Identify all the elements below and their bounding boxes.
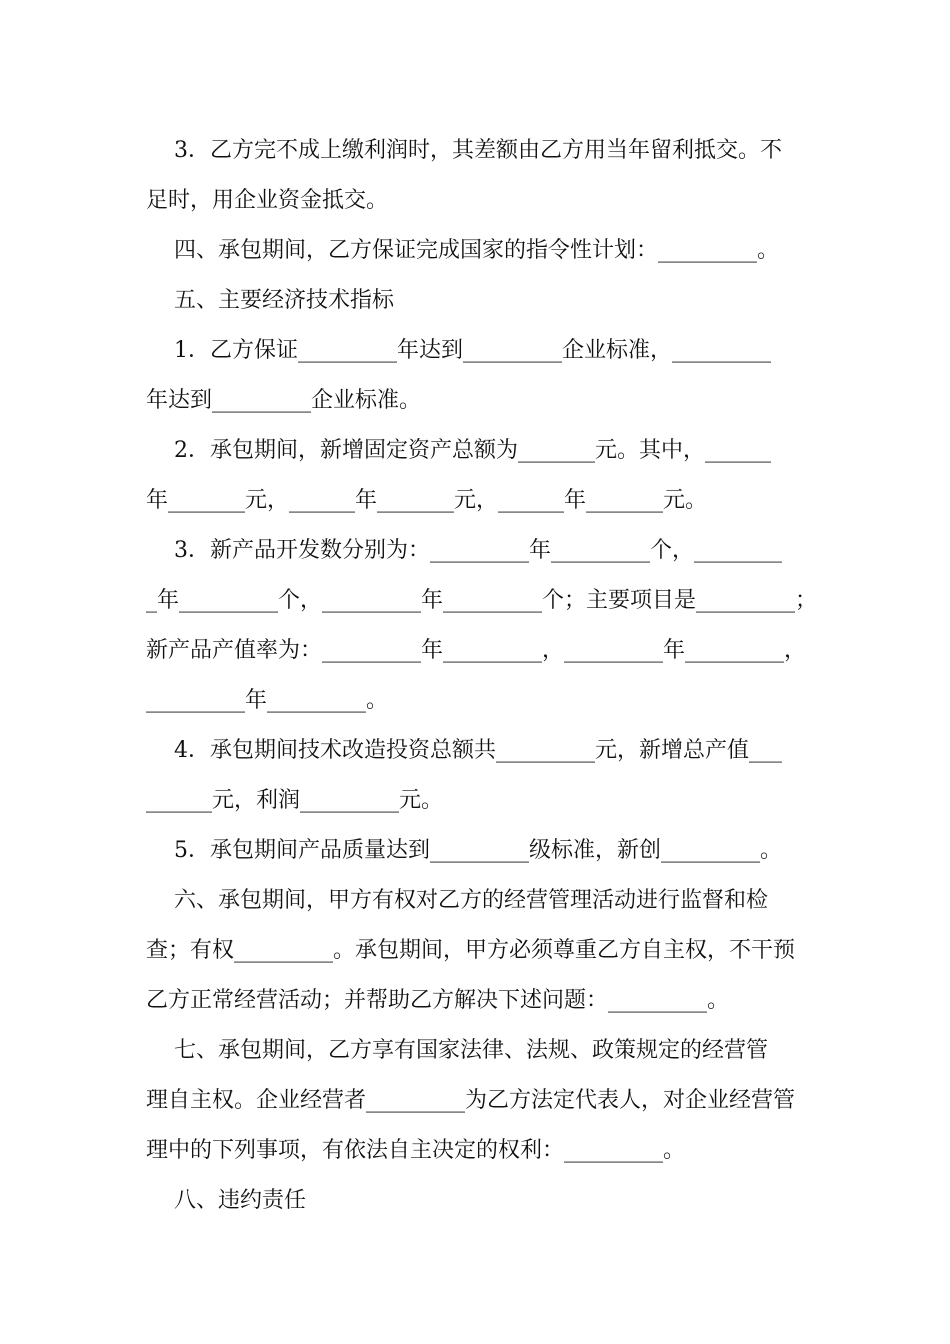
contract-body: [146, 126, 818, 1226]
text-line-8: 年_______元，______年_______元，______年_______元。: [146, 488, 708, 513]
text-line-20: 理自主权。企业经营者_________为乙方法定代表人，对企业经营管: [146, 1088, 796, 1113]
text-line-21: 理中的下列事项，有依法自主决定的权利：_________。: [146, 1138, 686, 1163]
text-line-3: 四、承包期间，乙方保证完成国家的指令性计划：_________。: [146, 238, 779, 263]
text-line-19: 七、承包期间，乙方享有国家法律、法规、政策规定的经营管: [146, 1038, 768, 1063]
text-line-2: 足时，用企业资金抵交。: [146, 188, 389, 213]
text-line-11: 新产品产值率为：_________年_________，_________年_________，: [146, 638, 807, 663]
text-line-18: 乙方正常经营活动；并帮助乙方解决下述问题：_________。: [146, 988, 730, 1013]
text-line-17: 查；有权_________。承包期间，甲方必须尊重乙方自主权，不干预: [146, 938, 796, 963]
section-heading-5: 五、主要经济技术指标: [146, 288, 394, 313]
text-line-10: _年_________个，_________年_________个；主要项目是_________；: [146, 588, 818, 613]
text-line-13: 4．承包期间技术改造投资总额共_________元，新增总产值___: [146, 738, 782, 763]
text-line-15: 5．承包期间产品质量达到_________级标准，新创_________。: [146, 838, 782, 863]
text-line-12: _________年_________。: [146, 688, 389, 713]
section-heading-8: 八、违约责任: [146, 1188, 306, 1213]
text-line-5: 1．乙方保证_________年达到_________企业标准，_________: [146, 338, 771, 363]
text-line-7: 2．承包期间，新增固定资产总额为_______元。其中，______: [146, 438, 771, 463]
text-line-14: ______元，利润_________元。: [146, 788, 444, 813]
text-line-16: 六、承包期间，甲方有权对乙方的经营管理活动进行监督和检: [146, 888, 768, 913]
text-line-1: 3．乙方完不成上缴利润时，其差额由乙方用当年留利抵交。不: [146, 138, 782, 163]
text-line-6: 年达到_________企业标准。: [146, 388, 422, 413]
text-line-9: 3．新产品开发数分别为：_________年_________个，________: [146, 538, 782, 563]
